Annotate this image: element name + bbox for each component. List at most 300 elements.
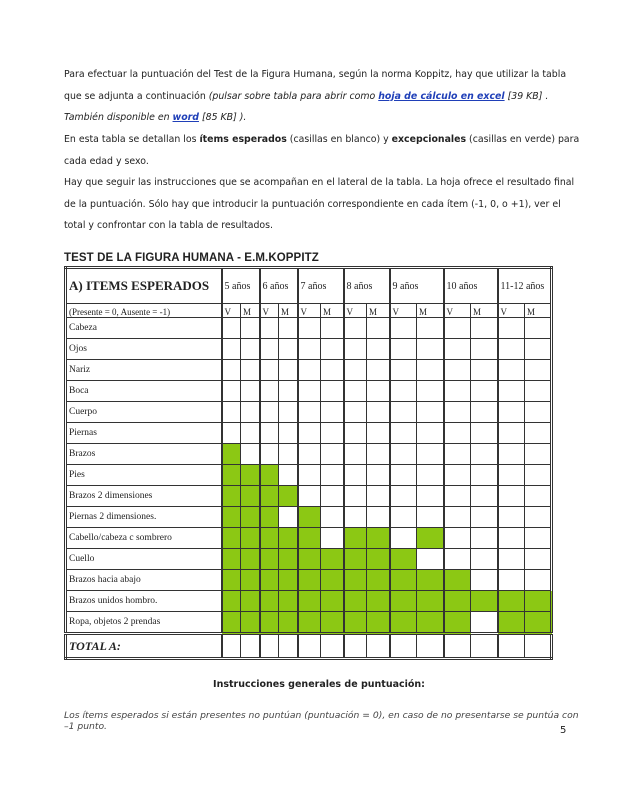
score-cell[interactable] bbox=[444, 339, 471, 360]
score-cell[interactable] bbox=[222, 423, 241, 444]
item-label: Ropa, objetos 2 prendas bbox=[66, 612, 222, 634]
score-cell-exceptional[interactable] bbox=[298, 612, 321, 634]
score-cell[interactable] bbox=[367, 423, 390, 444]
score-cell[interactable] bbox=[444, 318, 471, 339]
total-row bbox=[66, 634, 552, 659]
sex-header-v: V bbox=[260, 304, 279, 318]
score-cell[interactable] bbox=[344, 318, 367, 339]
score-cell[interactable] bbox=[498, 507, 525, 528]
score-cell-exceptional[interactable] bbox=[222, 591, 241, 612]
score-cell[interactable] bbox=[390, 507, 417, 528]
score-cell-exceptional[interactable] bbox=[417, 570, 444, 591]
score-cell[interactable] bbox=[444, 402, 471, 423]
score-cell[interactable] bbox=[367, 486, 390, 507]
item-label: Cabeza bbox=[66, 318, 222, 339]
total-cell[interactable] bbox=[390, 634, 417, 659]
item-label: Cuerpo bbox=[66, 402, 222, 423]
header-row-ages bbox=[66, 268, 552, 304]
score-cell[interactable] bbox=[279, 339, 298, 360]
score-cell-exceptional[interactable] bbox=[444, 570, 471, 591]
score-cell[interactable] bbox=[298, 318, 321, 339]
score-cell-exceptional[interactable] bbox=[298, 507, 321, 528]
score-cell[interactable] bbox=[260, 381, 279, 402]
item-label: Boca bbox=[66, 381, 222, 402]
score-cell[interactable] bbox=[241, 423, 260, 444]
score-cell-exceptional[interactable] bbox=[222, 612, 241, 634]
score-cell[interactable] bbox=[321, 381, 344, 402]
total-cell[interactable] bbox=[321, 634, 344, 659]
score-cell-exceptional[interactable] bbox=[241, 528, 260, 549]
score-cell[interactable] bbox=[444, 507, 471, 528]
score-cell[interactable] bbox=[298, 381, 321, 402]
total-cell[interactable] bbox=[260, 634, 279, 659]
score-cell[interactable] bbox=[498, 528, 525, 549]
table-row bbox=[66, 423, 552, 444]
total-cell[interactable] bbox=[525, 634, 552, 659]
score-cell[interactable] bbox=[367, 339, 390, 360]
score-cell-exceptional[interactable] bbox=[525, 612, 552, 634]
sex-header-v: V bbox=[222, 304, 241, 318]
score-cell[interactable] bbox=[344, 381, 367, 402]
score-cell[interactable] bbox=[498, 465, 525, 486]
score-cell[interactable] bbox=[471, 339, 498, 360]
score-cell[interactable] bbox=[471, 381, 498, 402]
score-cell[interactable] bbox=[260, 402, 279, 423]
table-row bbox=[66, 360, 552, 381]
score-cell[interactable] bbox=[241, 402, 260, 423]
score-cell[interactable] bbox=[444, 360, 471, 381]
age-header: 9 años bbox=[390, 268, 444, 304]
table-row bbox=[66, 402, 552, 423]
intro-paragraph-2 bbox=[64, 129, 584, 172]
total-label: TOTAL A: bbox=[66, 634, 222, 659]
score-cell[interactable] bbox=[390, 318, 417, 339]
score-cell[interactable] bbox=[525, 402, 552, 423]
score-cell-exceptional[interactable] bbox=[344, 528, 367, 549]
score-cell[interactable] bbox=[390, 465, 417, 486]
score-cell[interactable] bbox=[525, 507, 552, 528]
intro-bold-text: ítems esperados bbox=[199, 134, 287, 145]
score-cell-exceptional[interactable] bbox=[260, 528, 279, 549]
score-cell[interactable] bbox=[321, 486, 344, 507]
score-cell-exceptional[interactable] bbox=[222, 465, 241, 486]
score-cell[interactable] bbox=[298, 423, 321, 444]
table-title: TEST DE LA FIGURA HUMANA - E.M.KOPPITZ bbox=[64, 252, 319, 264]
table-row bbox=[66, 528, 552, 549]
total-cell[interactable] bbox=[498, 634, 525, 659]
score-cell[interactable] bbox=[279, 507, 298, 528]
score-cell[interactable] bbox=[471, 444, 498, 465]
score-cell[interactable] bbox=[498, 402, 525, 423]
score-cell[interactable] bbox=[390, 486, 417, 507]
table-row bbox=[66, 507, 552, 528]
score-cell[interactable] bbox=[222, 339, 241, 360]
table-row bbox=[66, 339, 552, 360]
score-cell[interactable] bbox=[525, 360, 552, 381]
score-cell-exceptional[interactable] bbox=[344, 549, 367, 570]
score-cell[interactable] bbox=[321, 465, 344, 486]
score-cell-exceptional[interactable] bbox=[260, 465, 279, 486]
total-cell[interactable] bbox=[298, 634, 321, 659]
table-row bbox=[66, 444, 552, 465]
sex-header-v: V bbox=[444, 304, 471, 318]
score-cell-exceptional[interactable] bbox=[417, 528, 444, 549]
score-cell-exceptional[interactable] bbox=[241, 612, 260, 634]
score-cell[interactable] bbox=[390, 339, 417, 360]
score-cell-exceptional[interactable] bbox=[260, 612, 279, 634]
score-cell[interactable] bbox=[417, 339, 444, 360]
score-cell-exceptional[interactable] bbox=[298, 528, 321, 549]
excel-size-text: [39 KB] . También disponible en bbox=[64, 90, 549, 123]
score-cell-exceptional[interactable] bbox=[279, 528, 298, 549]
sex-header-m: M bbox=[241, 304, 260, 318]
word-size-text: [85 KB] ). bbox=[198, 112, 247, 123]
score-cell[interactable] bbox=[525, 570, 552, 591]
score-cell[interactable] bbox=[298, 360, 321, 381]
score-cell[interactable] bbox=[367, 381, 390, 402]
score-cell[interactable] bbox=[279, 465, 298, 486]
score-cell-exceptional[interactable] bbox=[321, 612, 344, 634]
total-cell[interactable] bbox=[417, 634, 444, 659]
score-cell[interactable] bbox=[367, 360, 390, 381]
score-cell[interactable] bbox=[222, 402, 241, 423]
intro-paragraph-3: Hay que seguir las instrucciones que se acompañan en el lateral de la tabla. La hoja ofrece el resultado final de la puntuación. Sólo hay que introducir la puntuación correspondiente en cada ítem (-1, 0, o +1), ver el total y confrontar con la tabla de resultados. bbox=[64, 177, 575, 231]
score-cell[interactable] bbox=[471, 549, 498, 570]
score-cell[interactable] bbox=[241, 339, 260, 360]
score-cell[interactable] bbox=[298, 465, 321, 486]
score-cell[interactable] bbox=[241, 360, 260, 381]
score-cell[interactable] bbox=[417, 402, 444, 423]
score-cell-exceptional[interactable] bbox=[279, 591, 298, 612]
score-cell-exceptional[interactable] bbox=[321, 591, 344, 612]
score-cell-exceptional[interactable] bbox=[390, 570, 417, 591]
score-cell[interactable] bbox=[344, 339, 367, 360]
score-cell[interactable] bbox=[390, 423, 417, 444]
score-cell-exceptional[interactable] bbox=[241, 486, 260, 507]
score-cell[interactable] bbox=[298, 444, 321, 465]
score-cell[interactable] bbox=[525, 444, 552, 465]
item-label: Ojos bbox=[66, 339, 222, 360]
score-cell-exceptional[interactable] bbox=[417, 612, 444, 634]
score-cell[interactable] bbox=[367, 507, 390, 528]
score-cell[interactable] bbox=[222, 381, 241, 402]
score-cell[interactable] bbox=[444, 486, 471, 507]
sex-header-m: M bbox=[279, 304, 298, 318]
age-header: 10 años bbox=[444, 268, 498, 304]
age-header: 7 años bbox=[298, 268, 344, 304]
score-cell[interactable] bbox=[417, 444, 444, 465]
score-cell[interactable] bbox=[321, 444, 344, 465]
item-label: Brazos hacia abajo bbox=[66, 570, 222, 591]
score-cell[interactable] bbox=[525, 528, 552, 549]
score-cell[interactable] bbox=[344, 465, 367, 486]
score-cell[interactable] bbox=[471, 486, 498, 507]
score-cell-exceptional[interactable] bbox=[298, 549, 321, 570]
table-row bbox=[66, 570, 552, 591]
score-cell-exceptional[interactable] bbox=[241, 591, 260, 612]
score-cell[interactable] bbox=[241, 381, 260, 402]
score-cell[interactable] bbox=[222, 360, 241, 381]
item-label: Brazos unidos hombro. bbox=[66, 591, 222, 612]
total-cell[interactable] bbox=[471, 634, 498, 659]
score-cell[interactable] bbox=[279, 423, 298, 444]
score-cell[interactable] bbox=[321, 402, 344, 423]
score-cell[interactable] bbox=[417, 423, 444, 444]
score-cell-exceptional[interactable] bbox=[298, 591, 321, 612]
score-cell[interactable] bbox=[498, 381, 525, 402]
score-cell[interactable] bbox=[498, 360, 525, 381]
score-cell[interactable] bbox=[344, 507, 367, 528]
score-cell[interactable] bbox=[279, 318, 298, 339]
score-cell[interactable] bbox=[471, 528, 498, 549]
item-label: Brazos 2 dimensiones bbox=[66, 486, 222, 507]
score-cell-exceptional[interactable] bbox=[222, 486, 241, 507]
score-cell[interactable] bbox=[344, 486, 367, 507]
score-cell[interactable] bbox=[525, 423, 552, 444]
score-cell[interactable] bbox=[471, 402, 498, 423]
score-cell[interactable] bbox=[471, 360, 498, 381]
item-label: Piernas bbox=[66, 423, 222, 444]
score-cell-exceptional[interactable] bbox=[321, 570, 344, 591]
score-cell[interactable] bbox=[471, 465, 498, 486]
table-row bbox=[66, 381, 552, 402]
score-cell-exceptional[interactable] bbox=[241, 507, 260, 528]
koppitz-scoring-table bbox=[64, 266, 553, 660]
score-cell[interactable] bbox=[321, 528, 344, 549]
word-link[interactable]: word bbox=[172, 112, 199, 123]
score-cell[interactable] bbox=[321, 318, 344, 339]
score-cell[interactable] bbox=[444, 528, 471, 549]
score-cell-exceptional[interactable] bbox=[279, 570, 298, 591]
score-cell[interactable] bbox=[498, 486, 525, 507]
table-row bbox=[66, 549, 552, 570]
score-cell[interactable] bbox=[471, 318, 498, 339]
table-row bbox=[66, 465, 552, 486]
score-cell-exceptional[interactable] bbox=[417, 591, 444, 612]
sex-header-m: M bbox=[321, 304, 344, 318]
score-cell-exceptional[interactable] bbox=[260, 486, 279, 507]
score-cell[interactable] bbox=[298, 486, 321, 507]
age-header: 8 años bbox=[344, 268, 390, 304]
score-cell-exceptional[interactable] bbox=[222, 444, 241, 465]
score-cell[interactable] bbox=[525, 549, 552, 570]
score-cell-exceptional[interactable] bbox=[222, 570, 241, 591]
intro-text: (casillas en verde) para cada edad y sexo. bbox=[64, 134, 580, 167]
score-cell[interactable] bbox=[390, 444, 417, 465]
score-cell[interactable] bbox=[498, 444, 525, 465]
score-cell[interactable] bbox=[444, 423, 471, 444]
score-cell[interactable] bbox=[344, 444, 367, 465]
total-cell[interactable] bbox=[444, 634, 471, 659]
table-row bbox=[66, 486, 552, 507]
score-cell[interactable] bbox=[321, 507, 344, 528]
score-cell[interactable] bbox=[498, 318, 525, 339]
item-label: Piernas 2 dimensiones. bbox=[66, 507, 222, 528]
score-cell-exceptional[interactable] bbox=[390, 612, 417, 634]
score-cell-exceptional[interactable] bbox=[344, 570, 367, 591]
score-cell[interactable] bbox=[417, 549, 444, 570]
score-cell[interactable] bbox=[417, 465, 444, 486]
score-cell-exceptional[interactable] bbox=[222, 528, 241, 549]
legend-label: (Presente = 0, Ausente = -1) bbox=[66, 304, 222, 318]
score-cell[interactable] bbox=[298, 402, 321, 423]
score-cell[interactable] bbox=[241, 444, 260, 465]
score-cell[interactable] bbox=[498, 570, 525, 591]
total-cell[interactable] bbox=[279, 634, 298, 659]
score-cell-exceptional[interactable] bbox=[298, 570, 321, 591]
intro-text: En esta tabla se detallan los bbox=[64, 134, 200, 145]
score-cell[interactable] bbox=[390, 381, 417, 402]
total-cell[interactable] bbox=[367, 634, 390, 659]
score-cell[interactable] bbox=[444, 381, 471, 402]
score-cell-exceptional[interactable] bbox=[260, 549, 279, 570]
score-cell[interactable] bbox=[367, 318, 390, 339]
score-cell[interactable] bbox=[444, 465, 471, 486]
score-cell[interactable] bbox=[417, 381, 444, 402]
score-cell[interactable] bbox=[279, 444, 298, 465]
page-number: 5 bbox=[560, 725, 567, 736]
score-cell-exceptional[interactable] bbox=[279, 549, 298, 570]
score-cell[interactable] bbox=[444, 444, 471, 465]
score-cell[interactable] bbox=[417, 318, 444, 339]
score-cell-exceptional[interactable] bbox=[367, 528, 390, 549]
score-cell-exceptional[interactable] bbox=[471, 591, 498, 612]
score-cell[interactable] bbox=[390, 360, 417, 381]
score-cell-exceptional[interactable] bbox=[525, 591, 552, 612]
score-cell[interactable] bbox=[525, 339, 552, 360]
score-cell[interactable] bbox=[321, 423, 344, 444]
score-cell-exceptional[interactable] bbox=[367, 549, 390, 570]
table-row bbox=[66, 591, 552, 612]
age-header: 6 años bbox=[260, 268, 298, 304]
score-cell[interactable] bbox=[367, 465, 390, 486]
score-cell[interactable] bbox=[298, 339, 321, 360]
score-cell[interactable] bbox=[471, 612, 498, 634]
sex-header-v: V bbox=[344, 304, 367, 318]
item-label: Brazos bbox=[66, 444, 222, 465]
score-cell[interactable] bbox=[525, 465, 552, 486]
score-cell-exceptional[interactable] bbox=[279, 612, 298, 634]
sex-header-m: M bbox=[471, 304, 498, 318]
score-cell-exceptional[interactable] bbox=[390, 549, 417, 570]
score-cell[interactable] bbox=[498, 339, 525, 360]
score-cell[interactable] bbox=[260, 360, 279, 381]
score-cell[interactable] bbox=[525, 381, 552, 402]
age-header: 11-12 años bbox=[498, 268, 552, 304]
score-cell[interactable] bbox=[344, 360, 367, 381]
instructions-heading: Instrucciones generales de puntuación: bbox=[213, 679, 425, 690]
score-cell-exceptional[interactable] bbox=[498, 612, 525, 634]
item-label: Nariz bbox=[66, 360, 222, 381]
score-cell-exceptional[interactable] bbox=[367, 570, 390, 591]
intro-text: Para efectuar la puntuación del Test de la Figura Humana, según la norma Koppitz, hay que utilizar la tabla que se adjunta a continuación bbox=[64, 69, 567, 102]
score-cell-exceptional[interactable] bbox=[444, 591, 471, 612]
score-cell[interactable] bbox=[260, 444, 279, 465]
score-cell[interactable] bbox=[367, 444, 390, 465]
score-cell[interactable] bbox=[279, 360, 298, 381]
score-cell[interactable] bbox=[390, 402, 417, 423]
score-cell[interactable] bbox=[241, 318, 260, 339]
sex-header-m: M bbox=[525, 304, 552, 318]
score-cell[interactable] bbox=[321, 360, 344, 381]
item-label: Cabello/cabeza c sombrero bbox=[66, 528, 222, 549]
score-cell[interactable] bbox=[344, 402, 367, 423]
intro-text: (casillas en blanco) y bbox=[286, 134, 392, 145]
table-row bbox=[66, 612, 552, 634]
score-cell-exceptional[interactable] bbox=[260, 507, 279, 528]
sex-header-m: M bbox=[367, 304, 390, 318]
score-cell[interactable] bbox=[471, 423, 498, 444]
score-cell[interactable] bbox=[417, 486, 444, 507]
score-cell-exceptional[interactable] bbox=[444, 612, 471, 634]
score-cell-exceptional[interactable] bbox=[279, 486, 298, 507]
score-cell[interactable] bbox=[260, 423, 279, 444]
scoring-note: Los ítems esperados si están presentes no puntúan (puntuación = 0), en caso de no presentarse se puntúa con –1 punto. bbox=[64, 710, 579, 732]
score-cell[interactable] bbox=[417, 360, 444, 381]
score-cell-exceptional[interactable] bbox=[241, 549, 260, 570]
sex-header-v: V bbox=[390, 304, 417, 318]
item-label: Cuello bbox=[66, 549, 222, 570]
score-cell[interactable] bbox=[344, 423, 367, 444]
excel-link[interactable]: hoja de cálculo en excel bbox=[378, 90, 505, 102]
total-cell[interactable] bbox=[222, 634, 241, 659]
score-cell[interactable] bbox=[367, 402, 390, 423]
score-cell-exceptional[interactable] bbox=[222, 507, 241, 528]
intro-paragraph-1 bbox=[64, 64, 584, 129]
score-cell-exceptional[interactable] bbox=[498, 591, 525, 612]
score-cell-exceptional[interactable] bbox=[321, 549, 344, 570]
section-label: A) ITEMS ESPERADOS bbox=[66, 268, 222, 304]
table-row bbox=[66, 318, 552, 339]
score-cell[interactable] bbox=[417, 507, 444, 528]
score-cell-exceptional[interactable] bbox=[241, 570, 260, 591]
score-cell-exceptional[interactable] bbox=[241, 465, 260, 486]
score-cell[interactable] bbox=[260, 318, 279, 339]
score-cell[interactable] bbox=[222, 318, 241, 339]
score-cell[interactable] bbox=[390, 528, 417, 549]
score-cell[interactable] bbox=[444, 549, 471, 570]
total-cell[interactable] bbox=[241, 634, 260, 659]
score-cell[interactable] bbox=[525, 486, 552, 507]
score-cell-exceptional[interactable] bbox=[222, 549, 241, 570]
header-row-sex bbox=[66, 304, 552, 318]
score-cell[interactable] bbox=[279, 402, 298, 423]
score-cell-exceptional[interactable] bbox=[367, 591, 390, 612]
sex-header-v: V bbox=[298, 304, 321, 318]
total-cell[interactable] bbox=[344, 634, 367, 659]
score-cell-exceptional[interactable] bbox=[344, 612, 367, 634]
intro-bold-text: excepcionales bbox=[391, 134, 467, 145]
item-label: Pies bbox=[66, 465, 222, 486]
score-cell-exceptional[interactable] bbox=[367, 612, 390, 634]
score-cell[interactable] bbox=[279, 381, 298, 402]
score-cell-exceptional[interactable] bbox=[260, 591, 279, 612]
score-cell[interactable] bbox=[471, 507, 498, 528]
sex-header-m: M bbox=[417, 304, 444, 318]
score-cell-exceptional[interactable] bbox=[390, 591, 417, 612]
score-cell-exceptional[interactable] bbox=[260, 570, 279, 591]
age-header: 5 años bbox=[222, 268, 260, 304]
score-cell[interactable] bbox=[321, 339, 344, 360]
sex-header-v: V bbox=[498, 304, 525, 318]
score-cell[interactable] bbox=[498, 549, 525, 570]
score-cell[interactable] bbox=[260, 339, 279, 360]
score-cell[interactable] bbox=[525, 318, 552, 339]
intro-italic-text: (pulsar sobre tabla para abrir como bbox=[208, 90, 379, 102]
score-cell[interactable] bbox=[498, 423, 525, 444]
score-cell[interactable] bbox=[471, 570, 498, 591]
score-cell-exceptional[interactable] bbox=[344, 591, 367, 612]
